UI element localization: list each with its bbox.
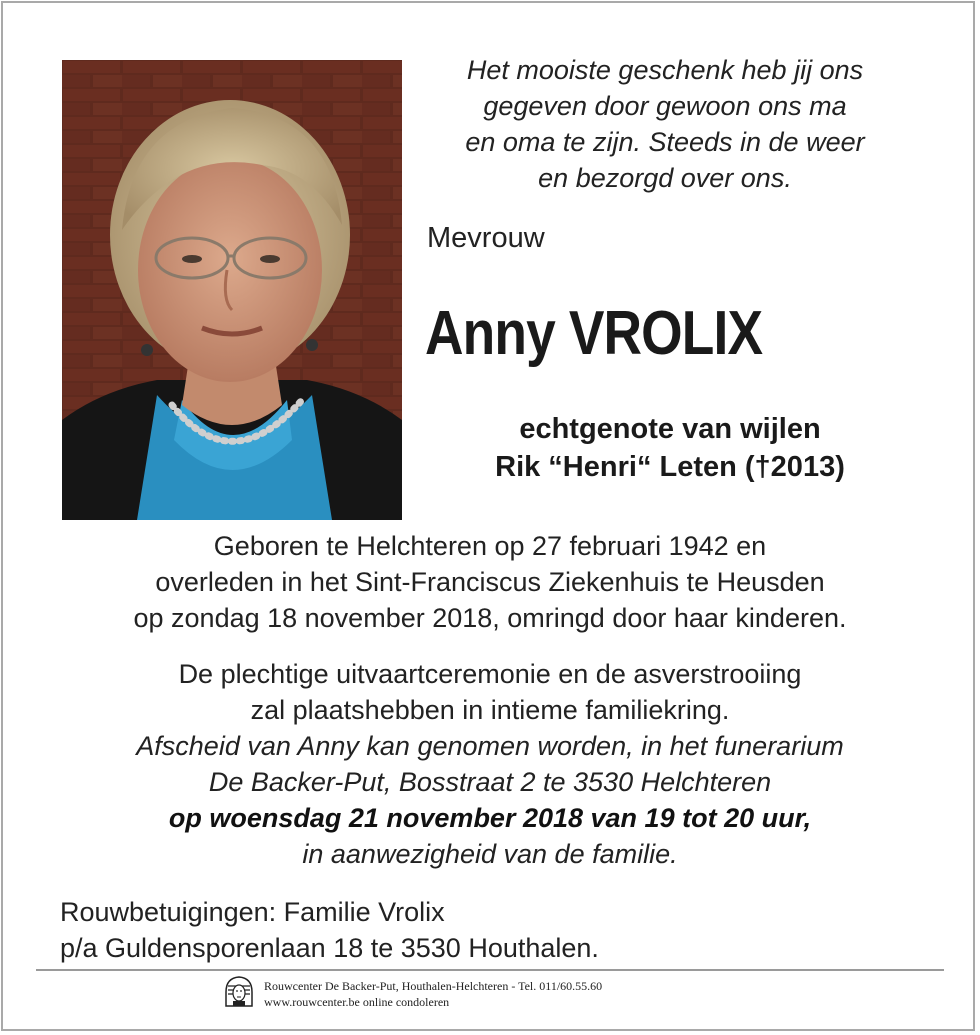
memorial-poem [415,52,915,196]
condolence-line: Rouwbetuigingen: Familie Vrolix [60,897,445,927]
farewell-date-time: op woensdag 21 november 2018 van 19 tot 20 uur, [168,803,812,833]
footer-text [264,978,602,1010]
footer-contact: Rouwcenter De Backer-Put, Houthalen-Helchteren - Tel. 011/60.55.60 [264,978,603,993]
footer-website-link[interactable]: www.rouwcenter.be online condoleren [264,994,450,1009]
spouse-line: echtgenote van wijlen [519,413,821,445]
poem-line: gegeven door gewoon ons ma [483,91,847,121]
ceremony-section [30,656,950,872]
portrait-photo [62,60,402,520]
poem-line: en oma te zijn. Steeds in de weer [465,127,865,157]
sphinx-logo-icon [222,974,256,1013]
ceremony-line: zal plaatshebben in intieme familiekring. [250,695,730,725]
birth-line: Geboren te Helchteren op 27 februari 1942 en [213,531,767,561]
spouse-info [430,410,910,486]
deceased-title: Mevrouw [427,222,545,254]
funeral-home-address: De Backer-Put, Bosstraat 2 te 3530 Helchteren [208,767,772,797]
condolence-address [60,894,599,966]
ceremony-line: De plechtige uitvaartceremonie en de asverstrooiing [178,659,802,689]
poem-line: en bezorgd over ons. [538,163,792,193]
condolence-line: p/a Guldensporenlaan 18 te 3530 Houthalen. [60,933,599,963]
funeral-home-footer [222,974,602,1013]
footer-divider [36,969,944,971]
birth-death-section [30,528,950,636]
death-date-line: op zondag 18 november 2018, omringd door haar kinderen. [133,603,847,633]
death-line: overleden in het Sint-Franciscus Ziekenhuis te Heusden [155,567,825,597]
spouse-line: Rik “Henri“ Leten (†2013) [495,451,845,483]
poem-line: Het mooiste geschenk heb jij ons [466,55,864,85]
farewell-line: Afscheid van Anny kan genomen worden, in het funerarium [136,731,844,761]
family-presence-line: in aanwezigheid van de familie. [302,839,678,869]
deceased-name: Anny VROLIX [425,299,763,368]
